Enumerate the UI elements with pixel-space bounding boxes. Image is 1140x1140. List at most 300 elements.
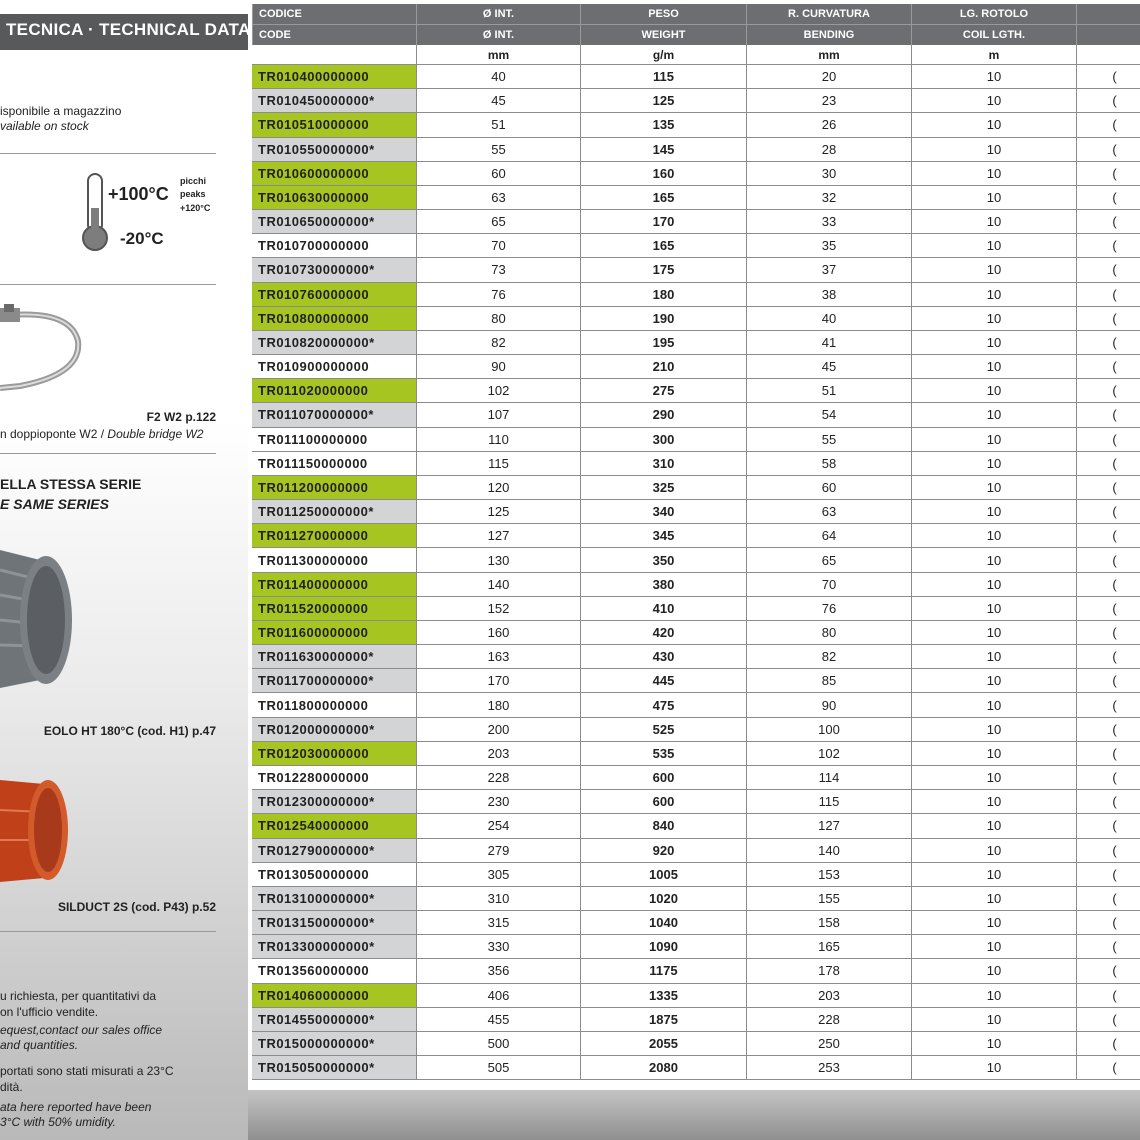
extra-value-cell: ( <box>1076 573 1140 596</box>
weight-cell: 145 <box>580 138 746 161</box>
clamp-description <box>0 427 203 441</box>
extra-value-cell: ( <box>1076 935 1140 958</box>
extra-value-cell: ( <box>1076 428 1140 451</box>
extra-value-cell: ( <box>1076 1032 1140 1055</box>
hose-clamp-image <box>0 296 90 396</box>
bending-radius-cell: 28 <box>746 138 911 161</box>
table-row <box>252 500 1140 524</box>
bending-radius-cell: 178 <box>746 959 911 982</box>
bending-radius-cell: 70 <box>746 573 911 596</box>
product-code-cell: TR010800000000 <box>252 307 416 330</box>
coil-length-cell: 10 <box>911 307 1076 330</box>
coil-length-cell: 10 <box>911 814 1076 837</box>
product-code-cell: TR013300000000* <box>252 935 416 958</box>
weight-cell: 170 <box>580 210 746 233</box>
note1-en-line1: equest,contact our sales office <box>0 1023 163 1037</box>
product-code-cell: TR012280000000 <box>252 766 416 789</box>
inner-diameter-cell: 200 <box>416 718 580 741</box>
inner-diameter-cell: 40 <box>416 65 580 88</box>
inner-diameter-cell: 180 <box>416 693 580 716</box>
unit-bending: mm <box>746 45 911 64</box>
weight-cell: 190 <box>580 307 746 330</box>
extra-value-cell: ( <box>1076 863 1140 886</box>
note2-it-line2: dità. <box>0 1080 23 1094</box>
extra-value-cell: ( <box>1076 379 1140 402</box>
coil-length-cell: 10 <box>911 911 1076 934</box>
coil-length-cell: 10 <box>911 403 1076 426</box>
inner-diameter-cell: 70 <box>416 234 580 257</box>
table-header-it <box>252 4 1140 24</box>
product-code-cell: TR011400000000 <box>252 573 416 596</box>
weight-cell: 2055 <box>580 1032 746 1055</box>
coil-length-cell: 10 <box>911 863 1076 886</box>
bending-radius-cell: 32 <box>746 186 911 209</box>
coil-length-cell: 10 <box>911 138 1076 161</box>
unit-code <box>252 45 416 64</box>
weight-cell: 2080 <box>580 1056 746 1079</box>
weight-cell: 430 <box>580 645 746 668</box>
product-code-cell: TR011270000000 <box>252 524 416 547</box>
extra-value-cell: ( <box>1076 355 1140 378</box>
extra-value-cell: ( <box>1076 65 1140 88</box>
table-row <box>252 1056 1140 1080</box>
table-row <box>252 984 1140 1008</box>
product-code-cell: TR012300000000* <box>252 790 416 813</box>
product-code-cell: TR015050000000* <box>252 1056 416 1079</box>
weight-cell: 600 <box>580 766 746 789</box>
coil-length-cell: 10 <box>911 766 1076 789</box>
coil-length-cell: 10 <box>911 548 1076 571</box>
bending-radius-cell: 35 <box>746 234 911 257</box>
extra-value-cell: ( <box>1076 621 1140 644</box>
bending-radius-cell: 100 <box>746 718 911 741</box>
weight-cell: 1335 <box>580 984 746 1007</box>
table-row <box>252 379 1140 403</box>
inner-diameter-cell: 330 <box>416 935 580 958</box>
coil-length-cell: 10 <box>911 790 1076 813</box>
coil-length-cell: 10 <box>911 500 1076 523</box>
product-code-cell: TR011600000000 <box>252 621 416 644</box>
unit-extra <box>1076 45 1140 64</box>
coil-length-cell: 10 <box>911 693 1076 716</box>
note1-it-line1: u richiesta, per quantitativi da <box>0 989 157 1003</box>
weight-cell: 350 <box>580 548 746 571</box>
bending-radius-cell: 153 <box>746 863 911 886</box>
inner-diameter-cell: 110 <box>416 428 580 451</box>
bending-radius-cell: 165 <box>746 935 911 958</box>
inner-diameter-cell: 228 <box>416 766 580 789</box>
extra-value-cell: ( <box>1076 839 1140 862</box>
inner-diameter-cell: 305 <box>416 863 580 886</box>
table-row <box>252 331 1140 355</box>
bending-radius-cell: 60 <box>746 476 911 499</box>
technical-data-table <box>252 4 1140 1080</box>
col-header-code-it: CODICE <box>252 4 416 24</box>
extra-value-cell: ( <box>1076 331 1140 354</box>
inner-diameter-cell: 60 <box>416 162 580 185</box>
extra-value-cell: ( <box>1076 89 1140 112</box>
inner-diameter-cell: 80 <box>416 307 580 330</box>
bending-radius-cell: 85 <box>746 669 911 692</box>
table-row <box>252 814 1140 838</box>
product-code-cell: TR010600000000 <box>252 162 416 185</box>
bending-radius-cell: 33 <box>746 210 911 233</box>
coil-length-cell: 10 <box>911 935 1076 958</box>
weight-cell: 525 <box>580 718 746 741</box>
temp-min: -20°C <box>120 229 164 248</box>
extra-value-cell: ( <box>1076 283 1140 306</box>
bending-radius-cell: 90 <box>746 693 911 716</box>
product-code-cell: TR011630000000* <box>252 645 416 668</box>
product-code-cell: TR013100000000* <box>252 887 416 910</box>
inner-diameter-cell: 63 <box>416 186 580 209</box>
product-code-cell: TR010400000000 <box>252 65 416 88</box>
product-code-cell: TR010700000000 <box>252 234 416 257</box>
product-code-cell: TR011700000000* <box>252 669 416 692</box>
bending-radius-cell: 54 <box>746 403 911 426</box>
bending-radius-cell: 23 <box>746 89 911 112</box>
coil-length-cell: 10 <box>911 283 1076 306</box>
extra-value-cell: ( <box>1076 814 1140 837</box>
weight-cell: 1040 <box>580 911 746 934</box>
weight-cell: 125 <box>580 89 746 112</box>
inner-diameter-cell: 170 <box>416 669 580 692</box>
bending-radius-cell: 250 <box>746 1032 911 1055</box>
thermometer-icon <box>82 172 108 254</box>
product-code-cell: TR010900000000 <box>252 355 416 378</box>
coil-length-cell: 10 <box>911 1008 1076 1031</box>
extra-value-cell: ( <box>1076 911 1140 934</box>
extra-value-cell: ( <box>1076 1008 1140 1031</box>
weight-cell: 535 <box>580 742 746 765</box>
extra-value-cell: ( <box>1076 452 1140 475</box>
col-header-code-en: CODE <box>252 25 416 45</box>
product-code-cell: TR011150000000 <box>252 452 416 475</box>
coil-length-cell: 10 <box>911 1056 1076 1079</box>
table-row <box>252 935 1140 959</box>
section-title: TECNICA · TECHNICAL DATA <box>6 20 251 39</box>
bending-radius-cell: 51 <box>746 379 911 402</box>
bending-radius-cell: 65 <box>746 548 911 571</box>
col-header-diameter-en: Ø INT. <box>416 25 580 45</box>
table-row <box>252 162 1140 186</box>
coil-length-cell: 10 <box>911 984 1076 1007</box>
weight-cell: 210 <box>580 355 746 378</box>
note2-en-line1: ata here reported have been <box>0 1100 152 1114</box>
weight-cell: 165 <box>580 234 746 257</box>
clamp-desc-en: Double bridge W2 <box>107 427 204 441</box>
coil-length-cell: 10 <box>911 379 1076 402</box>
col-header-extra-en <box>1076 25 1140 45</box>
table-row <box>252 718 1140 742</box>
note2-en-line2: 3°C with 50% umidity. <box>0 1115 116 1129</box>
product-code-cell: TR010630000000 <box>252 186 416 209</box>
unit-diameter: mm <box>416 45 580 64</box>
extra-value-cell: ( <box>1076 500 1140 523</box>
weight-cell: 1020 <box>580 887 746 910</box>
inner-diameter-cell: 76 <box>416 283 580 306</box>
bending-radius-cell: 45 <box>746 355 911 378</box>
coil-length-cell: 10 <box>911 452 1076 475</box>
table-row <box>252 669 1140 693</box>
extra-value-cell: ( <box>1076 403 1140 426</box>
coil-length-cell: 10 <box>911 355 1076 378</box>
weight-cell: 600 <box>580 790 746 813</box>
bending-radius-cell: 76 <box>746 597 911 620</box>
product-code-cell: TR014550000000* <box>252 1008 416 1031</box>
bending-radius-cell: 64 <box>746 524 911 547</box>
product-code-cell: TR013560000000 <box>252 959 416 982</box>
weight-cell: 175 <box>580 258 746 281</box>
bending-radius-cell: 253 <box>746 1056 911 1079</box>
bending-radius-cell: 102 <box>746 742 911 765</box>
orange-hose-image <box>0 770 80 890</box>
weight-cell: 475 <box>580 693 746 716</box>
table-row <box>252 452 1140 476</box>
weight-cell: 115 <box>580 65 746 88</box>
weight-cell: 920 <box>580 839 746 862</box>
extra-value-cell: ( <box>1076 548 1140 571</box>
extra-value-cell: ( <box>1076 984 1140 1007</box>
coil-length-cell: 10 <box>911 597 1076 620</box>
product-code-cell: TR013050000000 <box>252 863 416 886</box>
weight-cell: 195 <box>580 331 746 354</box>
product-code-cell: TR010650000000* <box>252 210 416 233</box>
coil-length-cell: 10 <box>911 210 1076 233</box>
extra-value-cell: ( <box>1076 307 1140 330</box>
product-code-cell: TR014060000000 <box>252 984 416 1007</box>
bending-radius-cell: 55 <box>746 428 911 451</box>
temp-max: +100°C <box>108 184 169 204</box>
peaks-label-it: picchi <box>180 176 207 186</box>
weight-cell: 160 <box>580 162 746 185</box>
inner-diameter-cell: 140 <box>416 573 580 596</box>
product-code-cell: TR012540000000 <box>252 814 416 837</box>
table-row <box>252 645 1140 669</box>
weight-cell: 1875 <box>580 1008 746 1031</box>
product-code-cell: TR015000000000* <box>252 1032 416 1055</box>
bending-radius-cell: 158 <box>746 911 911 934</box>
table-row <box>252 428 1140 452</box>
table-row <box>252 790 1140 814</box>
bending-radius-cell: 115 <box>746 790 911 813</box>
weight-cell: 420 <box>580 621 746 644</box>
extra-value-cell: ( <box>1076 1056 1140 1079</box>
same-series-title: ELLA STESSA SERIE <box>0 476 142 492</box>
inner-diameter-cell: 51 <box>416 113 580 136</box>
inner-diameter-cell: 505 <box>416 1056 580 1079</box>
inner-diameter-cell: 82 <box>416 331 580 354</box>
inner-diameter-cell: 406 <box>416 984 580 1007</box>
col-header-diameter-it: Ø INT. <box>416 4 580 24</box>
product-code-cell: TR011250000000* <box>252 500 416 523</box>
table-row <box>252 234 1140 258</box>
extra-value-cell: ( <box>1076 186 1140 209</box>
inner-diameter-cell: 55 <box>416 138 580 161</box>
extra-value-cell: ( <box>1076 113 1140 136</box>
product-code-cell: TR011070000000* <box>252 403 416 426</box>
product-code-cell: TR011300000000 <box>252 548 416 571</box>
extra-value-cell: ( <box>1076 790 1140 813</box>
weight-cell: 290 <box>580 403 746 426</box>
table-row <box>252 597 1140 621</box>
table-row <box>252 307 1140 331</box>
col-header-coil-en: COIL LGTH. <box>911 25 1076 45</box>
peaks-value: +120°C <box>180 203 211 213</box>
inner-diameter-cell: 127 <box>416 524 580 547</box>
coil-length-cell: 10 <box>911 428 1076 451</box>
table-row <box>252 210 1140 234</box>
bending-radius-cell: 58 <box>746 452 911 475</box>
extra-value-cell: ( <box>1076 597 1140 620</box>
note2-it-line1: portati sono stati misurati a 23°C <box>0 1064 174 1078</box>
bending-radius-cell: 203 <box>746 984 911 1007</box>
same-series-subtitle: E SAME SERIES <box>0 496 109 512</box>
weight-cell: 840 <box>580 814 746 837</box>
coil-length-cell: 10 <box>911 742 1076 765</box>
extra-value-cell: ( <box>1076 959 1140 982</box>
product-code-cell: TR012000000000* <box>252 718 416 741</box>
extra-value-cell: ( <box>1076 524 1140 547</box>
inner-diameter-cell: 160 <box>416 621 580 644</box>
product-code-cell: TR012030000000 <box>252 742 416 765</box>
table-row <box>252 65 1140 89</box>
extra-value-cell: ( <box>1076 476 1140 499</box>
weight-cell: 1005 <box>580 863 746 886</box>
coil-length-cell: 10 <box>911 258 1076 281</box>
extra-value-cell: ( <box>1076 693 1140 716</box>
coil-length-cell: 10 <box>911 234 1076 257</box>
weight-cell: 165 <box>580 186 746 209</box>
footer-band <box>248 1090 1140 1140</box>
inner-diameter-cell: 230 <box>416 790 580 813</box>
inner-diameter-cell: 102 <box>416 379 580 402</box>
coil-length-cell: 10 <box>911 113 1076 136</box>
stock-note-en: vailable on stock <box>0 119 89 133</box>
weight-cell: 325 <box>580 476 746 499</box>
product2-reference: SILDUCT 2S (cod. P43) p.52 <box>57 900 216 914</box>
table-row <box>252 887 1140 911</box>
table-units-row <box>252 45 1140 65</box>
extra-value-cell: ( <box>1076 162 1140 185</box>
inner-diameter-cell: 500 <box>416 1032 580 1055</box>
coil-length-cell: 10 <box>911 65 1076 88</box>
unit-coil: m <box>911 45 1076 64</box>
coil-length-cell: 10 <box>911 476 1076 499</box>
inner-diameter-cell: 455 <box>416 1008 580 1031</box>
table-row <box>252 258 1140 282</box>
table-row <box>252 742 1140 766</box>
weight-cell: 1175 <box>580 959 746 982</box>
weight-cell: 410 <box>580 597 746 620</box>
coil-length-cell: 10 <box>911 718 1076 741</box>
extra-value-cell: ( <box>1076 718 1140 741</box>
product-code-cell: TR010730000000* <box>252 258 416 281</box>
bending-radius-cell: 127 <box>746 814 911 837</box>
table-body <box>252 65 1140 1080</box>
table-row <box>252 1008 1140 1032</box>
coil-length-cell: 10 <box>911 839 1076 862</box>
inner-diameter-cell: 65 <box>416 210 580 233</box>
table-row <box>252 621 1140 645</box>
col-header-weight-it: PESO <box>580 4 746 24</box>
inner-diameter-cell: 90 <box>416 355 580 378</box>
divider <box>0 453 216 454</box>
table-row <box>252 403 1140 427</box>
weight-cell: 135 <box>580 113 746 136</box>
product-code-cell: TR012790000000* <box>252 839 416 862</box>
table-row <box>252 89 1140 113</box>
table-row <box>252 766 1140 790</box>
coil-length-cell: 10 <box>911 887 1076 910</box>
inner-diameter-cell: 45 <box>416 89 580 112</box>
col-header-weight-en: WEIGHT <box>580 25 746 45</box>
bending-radius-cell: 37 <box>746 258 911 281</box>
coil-length-cell: 10 <box>911 331 1076 354</box>
product-code-cell: TR011020000000 <box>252 379 416 402</box>
divider <box>0 931 216 932</box>
inner-diameter-cell: 203 <box>416 742 580 765</box>
bending-radius-cell: 30 <box>746 162 911 185</box>
table-header-en <box>252 24 1140 45</box>
col-header-bending-en: BENDING <box>746 25 911 45</box>
unit-weight: g/m <box>580 45 746 64</box>
product-code-cell: TR010450000000* <box>252 89 416 112</box>
left-panel <box>0 0 251 1140</box>
inner-diameter-cell: 115 <box>416 452 580 475</box>
coil-length-cell: 10 <box>911 186 1076 209</box>
extra-value-cell: ( <box>1076 742 1140 765</box>
coil-length-cell: 10 <box>911 573 1076 596</box>
product-code-cell: TR011520000000 <box>252 597 416 620</box>
coil-length-cell: 10 <box>911 524 1076 547</box>
inner-diameter-cell: 107 <box>416 403 580 426</box>
bending-radius-cell: 228 <box>746 1008 911 1031</box>
table-row <box>252 863 1140 887</box>
coil-length-cell: 10 <box>911 162 1076 185</box>
extra-value-cell: ( <box>1076 645 1140 668</box>
table-row <box>252 548 1140 572</box>
bending-radius-cell: 80 <box>746 621 911 644</box>
table-row <box>252 355 1140 379</box>
weight-cell: 340 <box>580 500 746 523</box>
bending-radius-cell: 40 <box>746 307 911 330</box>
bending-radius-cell: 114 <box>746 766 911 789</box>
inner-diameter-cell: 120 <box>416 476 580 499</box>
weight-cell: 380 <box>580 573 746 596</box>
table-row <box>252 186 1140 210</box>
table-row <box>252 113 1140 137</box>
inner-diameter-cell: 356 <box>416 959 580 982</box>
extra-value-cell: ( <box>1076 887 1140 910</box>
coil-length-cell: 10 <box>911 621 1076 644</box>
coil-length-cell: 10 <box>911 959 1076 982</box>
product-code-cell: TR010760000000 <box>252 283 416 306</box>
clamp-reference: F2 W2 p.122 <box>146 410 216 424</box>
table-row <box>252 138 1140 162</box>
product-code-cell: TR011100000000 <box>252 428 416 451</box>
product1-reference: EOLO HT 180°C (cod. H1) p.47 <box>43 724 216 738</box>
bending-radius-cell: 82 <box>746 645 911 668</box>
product-code-cell: TR013150000000* <box>252 911 416 934</box>
weight-cell: 180 <box>580 283 746 306</box>
table-row <box>252 283 1140 307</box>
inner-diameter-cell: 125 <box>416 500 580 523</box>
note1-it-line2: on l'ufficio vendite. <box>0 1005 99 1019</box>
inner-diameter-cell: 73 <box>416 258 580 281</box>
coil-length-cell: 10 <box>911 669 1076 692</box>
inner-diameter-cell: 130 <box>416 548 580 571</box>
